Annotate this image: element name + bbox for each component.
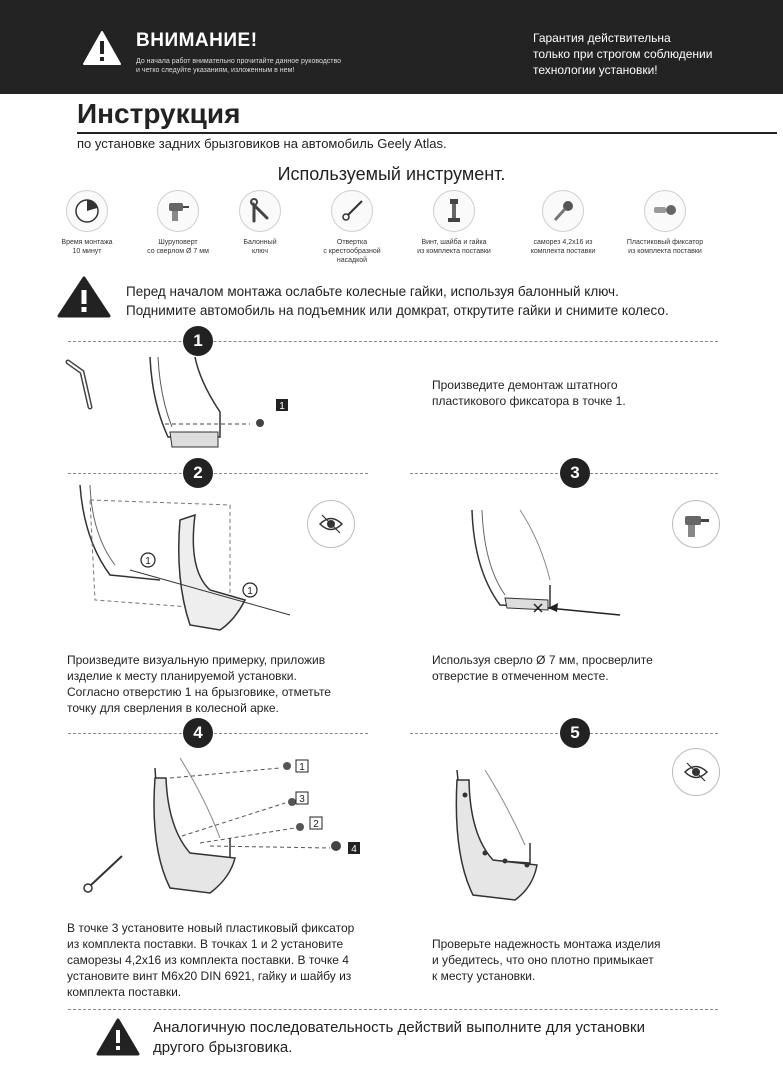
tool-label-line: ключ	[252, 248, 268, 255]
eye-icon	[308, 501, 354, 547]
tool-circle	[542, 190, 584, 232]
step-number-badge: 3	[560, 458, 590, 488]
attention-sub-line: и четко следуйте указаниям, изложенным в нем!	[136, 67, 295, 74]
tool-label-line: комплекта поставки	[530, 248, 596, 255]
mudflap-drawing	[179, 515, 245, 630]
step-text-line: Произведите визуальную примерку, приложив	[67, 653, 326, 667]
tool-label	[215, 238, 305, 256]
step-2-text	[67, 652, 387, 716]
tool-label-line: Шуруповерт	[158, 239, 198, 246]
step-number-badge: 5	[560, 718, 590, 748]
step-divider	[68, 733, 368, 734]
step-text-line: изделие к месту планируемой установки.	[67, 669, 297, 683]
marker-label: 3	[299, 794, 305, 805]
wrench-icon	[68, 362, 90, 407]
wrench-icon	[245, 196, 275, 226]
step-text-line: комплекта поставки.	[67, 985, 182, 999]
tool-label-line: из комплекта поставки	[628, 248, 702, 255]
tool-item-time	[42, 190, 132, 256]
tool-label-line: Балонный	[243, 239, 277, 246]
step-text-line: пластикового фиксатора в точке 1.	[432, 394, 626, 408]
tool-label	[409, 238, 499, 256]
warranty-note	[533, 30, 733, 78]
step-text-line: саморезы 4,2х16 из комплекта поставки. В точке 4	[67, 953, 349, 967]
step-5-diagram	[445, 765, 565, 910]
tool-label-line: из комплекта поставки	[417, 248, 491, 255]
mudflap-drawing	[456, 770, 537, 900]
tool-item-bolt	[409, 190, 499, 256]
step-1-text	[432, 377, 752, 409]
step-text-line: и убедитесь, что оно плотно примыкает	[432, 953, 654, 967]
step-1-diagram	[60, 352, 310, 462]
tool-circle	[66, 190, 108, 232]
tool-item-clip	[620, 190, 710, 256]
marker-label: 1	[279, 401, 285, 412]
tool-label	[307, 238, 397, 265]
step-text-line: В точке 3 установите новый пластиковый фиксатор	[67, 921, 355, 935]
document-subtitle: по установке задних брызговиков на автомобиль Geely Atlas.	[77, 136, 447, 151]
step-5-text	[432, 936, 752, 984]
warning-icon	[57, 276, 111, 318]
bolt-nut-icon	[439, 196, 469, 226]
document-title: Инструкция	[77, 98, 241, 129]
tool-circle	[331, 190, 373, 232]
eye-check-icon	[672, 748, 720, 796]
warranty-line: только при строгом соблюдении	[533, 47, 713, 61]
marker-label: 2	[313, 819, 319, 830]
step-number-badge: 4	[183, 718, 213, 748]
clock-icon	[73, 197, 101, 225]
self-tapping-screw-icon	[548, 196, 578, 226]
wheel-arch-drawing	[150, 357, 220, 447]
step-text-line: Используя сверло Ø 7 мм, просверлите	[432, 653, 653, 667]
warranty-line: Гарантия действительна	[533, 31, 671, 45]
tool-label	[518, 238, 608, 256]
step-3-diagram	[460, 500, 630, 630]
tool-item-screwdriver	[307, 190, 397, 265]
tool-label-line: насадкой	[336, 257, 368, 264]
tool-label-line: саморез 4,2х16 из	[533, 239, 593, 246]
tool-item-drill	[133, 190, 223, 256]
screw-icon	[296, 823, 304, 831]
tool-label-line: Винт, шайба и гайка	[421, 239, 487, 246]
tool-circle	[157, 190, 199, 232]
tool-circle	[433, 190, 475, 232]
tool-item-screw	[518, 190, 608, 256]
marker-label: 4	[351, 844, 357, 855]
tool-item-wrench	[215, 190, 305, 256]
final-note	[153, 1018, 713, 1058]
step-text-line: из комплекта поставки. В точках 1 и 2 установите	[67, 937, 344, 951]
marker-label: 1	[299, 762, 305, 773]
title-divider	[77, 132, 777, 134]
tool-label	[42, 238, 132, 256]
warranty-line: технологии установки!	[533, 63, 658, 77]
step-divider	[68, 473, 368, 474]
tool-label-line: Отвертка	[336, 239, 368, 246]
step-text-line: отверстие в отмеченном месте.	[432, 669, 609, 683]
warning-line: Поднимите автомобиль на подъемник или домкрат, открутите гайки и снимите колесо.	[126, 303, 669, 318]
plastic-clip-icon	[650, 196, 680, 226]
clip-icon	[288, 798, 296, 806]
final-note-line: другого брызговика.	[153, 1039, 293, 1056]
pre-installation-warning	[126, 282, 746, 320]
step-text-line: точку для сверления в колесной арке.	[67, 701, 279, 715]
attention-subtitle	[136, 57, 366, 75]
warning-icon	[96, 1018, 140, 1056]
tool-label-line: Пластиковый фиксатор	[626, 239, 704, 246]
wheel-arch-drawing	[472, 510, 550, 610]
bolt-icon	[331, 841, 341, 851]
step-text-line: Проверьте надежность монтажа изделия	[432, 937, 661, 951]
drill-icon	[163, 196, 193, 226]
step-4-diagram	[70, 748, 370, 908]
tool-label-line: со сверлом Ø 7 мм	[147, 248, 209, 255]
warning-line: Перед началом монтажа ослабьте колесные гайки, используя балонный ключ.	[126, 284, 619, 299]
step-text-line: Согласно отверстию 1 на брызговике, отметьте	[67, 685, 331, 699]
attention-title: ВНИМАНИЕ!	[136, 30, 258, 51]
tool-label-line: с крестообразной	[323, 248, 381, 255]
step-number-badge: 1	[183, 326, 213, 356]
attention-sub-line: До начала работ внимательно прочитайте данное руководство	[136, 58, 342, 65]
tool-circle	[644, 190, 686, 232]
step-text-line: к месту установки.	[432, 969, 536, 983]
tool-label-line: 10 минут	[72, 248, 102, 255]
drill-icon	[673, 501, 719, 547]
step-divider	[68, 341, 718, 342]
tool-label-line: Время монтажа	[61, 239, 113, 246]
tools-heading: Используемый инструмент.	[277, 164, 506, 184]
step-3-text	[432, 652, 752, 684]
eye-check-icon	[307, 500, 355, 548]
step-text-line: установите винт М6х20 DIN 6921, гайку и шайбу из	[67, 969, 352, 983]
screwdriver-icon	[84, 856, 122, 892]
marker-label: 1	[145, 556, 151, 567]
step-4-text	[67, 920, 387, 1000]
tool-label	[133, 238, 223, 256]
drill-tool-icon	[672, 500, 720, 548]
step-2-diagram	[70, 480, 300, 640]
step-number-badge: 2	[183, 458, 213, 488]
clip-icon	[256, 419, 264, 427]
warning-icon	[82, 30, 122, 66]
screwdriver-icon	[337, 196, 367, 226]
final-note-line: Аналогичную последовательность действий выполните для установки	[153, 1019, 645, 1036]
step-divider	[68, 1009, 718, 1010]
tool-label	[620, 238, 710, 256]
step-text-line: Произведите демонтаж штатного	[432, 378, 618, 392]
eye-icon	[673, 749, 719, 795]
mudflap-drawing	[154, 758, 235, 893]
screw-icon	[283, 762, 291, 770]
marker-label: 1	[247, 586, 253, 597]
tool-circle	[239, 190, 281, 232]
